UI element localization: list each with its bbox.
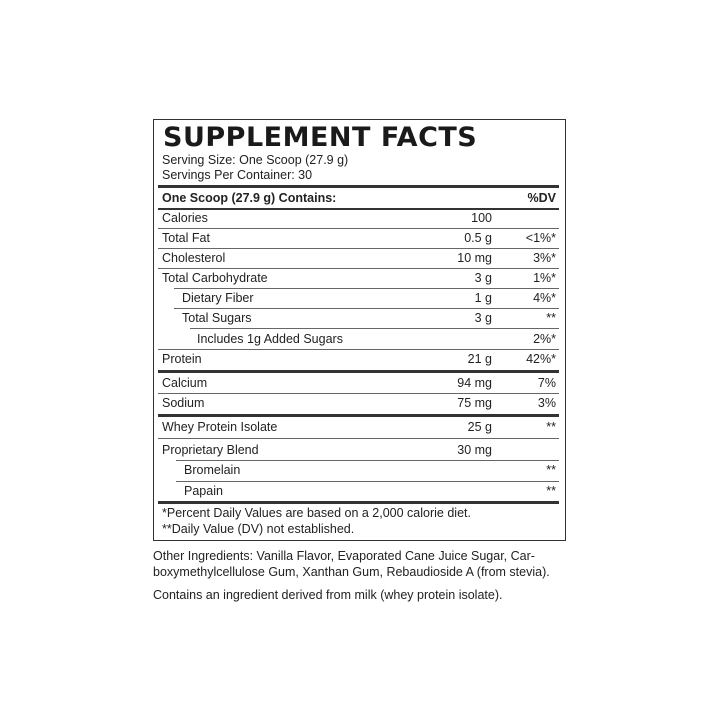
table-row xyxy=(154,460,565,480)
row-label: Total Sugars xyxy=(182,311,252,325)
row-amount: 25 g xyxy=(467,420,492,434)
table-row xyxy=(154,440,565,460)
table-row xyxy=(154,329,565,349)
row-dv: 3% xyxy=(537,396,556,410)
footnote-dv-not-established: **Daily Value (DV) not established. xyxy=(162,522,355,536)
table-row xyxy=(154,208,565,228)
table-row xyxy=(154,481,565,501)
supplement-facts-panel xyxy=(153,119,566,541)
panel-title: SUPPLEMENT FACTS xyxy=(163,122,478,153)
row-label: Papain xyxy=(184,484,223,498)
serving-size: Serving Size: One Scoop (27.9 g) xyxy=(162,153,349,167)
row-label: Protein xyxy=(162,352,202,366)
other-ingredients-line-2: boxymethylcellulose Gum, Xanthan Gum, Rebaudioside A (from stevia). xyxy=(153,565,550,579)
row-dv: <1%* xyxy=(525,231,556,245)
table-row xyxy=(154,308,565,328)
row-dv: 42%* xyxy=(526,352,556,366)
row-label: Total Carbohydrate xyxy=(162,271,268,285)
row-dv: ** xyxy=(546,420,556,434)
thick-divider xyxy=(158,501,559,504)
row-dv: 7% xyxy=(537,376,556,390)
row-dv: ** xyxy=(546,484,556,498)
row-label: Bromelain xyxy=(184,463,241,477)
row-dv: 1%* xyxy=(533,271,556,285)
row-label: Calcium xyxy=(162,376,208,390)
row-dv: 4%* xyxy=(533,291,556,305)
allergen-statement: Contains an ingredient derived from milk (whey protein isolate). xyxy=(153,588,503,602)
row-amount: 1 g xyxy=(474,291,492,305)
row-divider xyxy=(158,438,559,439)
header-label: One Scoop (27.9 g) Contains: xyxy=(162,191,337,205)
header-dv: %DV xyxy=(527,191,556,205)
row-dv: 2%* xyxy=(533,332,556,346)
row-label: Includes 1g Added Sugars xyxy=(197,332,343,346)
row-dv: 3%* xyxy=(533,251,556,265)
table-row xyxy=(154,417,565,437)
table-row xyxy=(154,228,565,248)
table-row xyxy=(154,373,565,393)
table-row xyxy=(154,349,565,369)
row-amount: 30 mg xyxy=(457,443,492,457)
row-amount: 100 xyxy=(471,211,492,225)
row-amount: 3 g xyxy=(474,271,492,285)
footnote-daily-values: *Percent Daily Values are based on a 2,000 calorie diet. xyxy=(162,506,471,520)
row-label: Total Fat xyxy=(162,231,210,245)
row-label: Calories xyxy=(162,211,208,225)
other-ingredients-line-1: Other Ingredients: Vanilla Flavor, Evaporated Cane Juice Sugar, Car- xyxy=(153,549,535,563)
table-row xyxy=(154,288,565,308)
row-amount: 75 mg xyxy=(457,396,492,410)
table-row xyxy=(154,268,565,288)
row-amount: 3 g xyxy=(474,311,492,325)
table-header xyxy=(154,188,565,208)
row-label: Sodium xyxy=(162,396,205,410)
row-label: Proprietary Blend xyxy=(162,443,259,457)
row-label: Whey Protein Isolate xyxy=(162,420,278,434)
row-amount: 21 g xyxy=(467,352,492,366)
table-row xyxy=(154,393,565,413)
row-dv: ** xyxy=(546,311,556,325)
row-amount: 10 mg xyxy=(457,251,492,265)
row-label: Dietary Fiber xyxy=(182,291,254,305)
row-label: Cholesterol xyxy=(162,251,226,265)
servings-per-container: Servings Per Container: 30 xyxy=(162,168,313,182)
row-amount: 94 mg xyxy=(457,376,492,390)
table-row xyxy=(154,248,565,268)
row-dv: ** xyxy=(546,463,556,477)
row-amount: 0.5 g xyxy=(464,231,492,245)
